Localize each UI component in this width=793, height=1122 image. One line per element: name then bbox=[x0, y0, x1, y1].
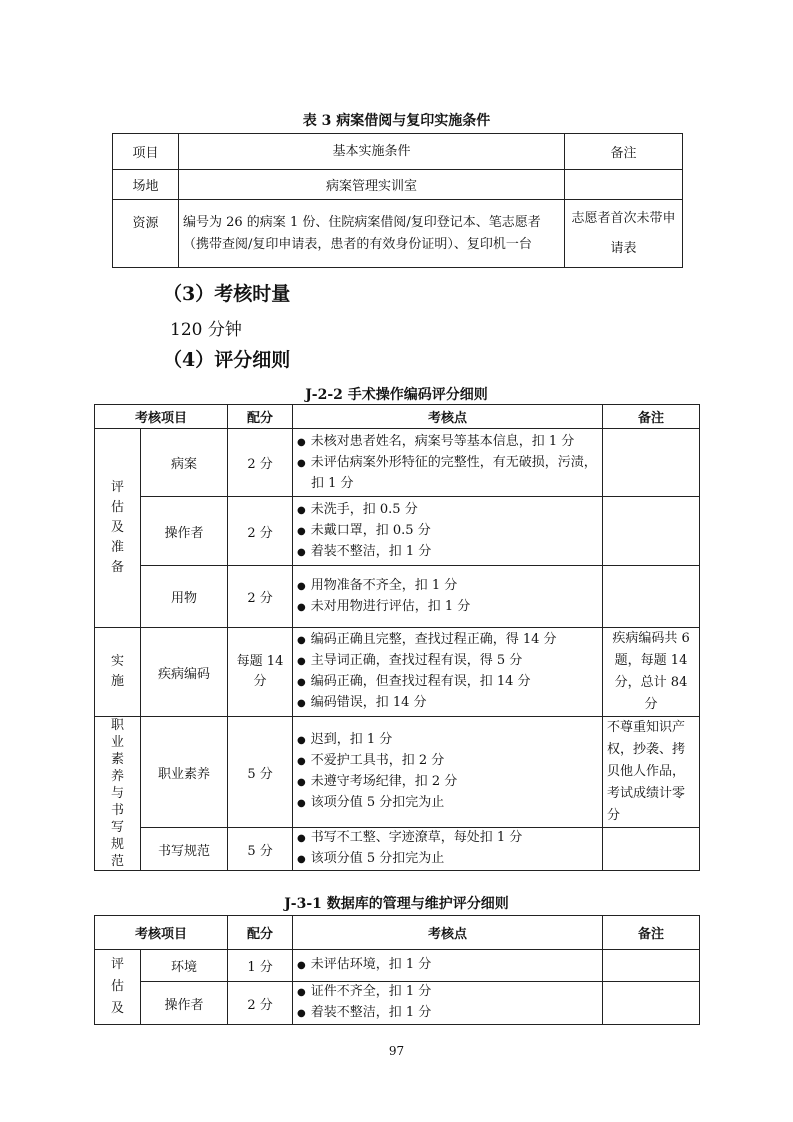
table-row bbox=[95, 916, 700, 950]
table-cell: 操作者 bbox=[141, 497, 228, 566]
table-cell bbox=[293, 566, 603, 628]
table-row bbox=[95, 982, 700, 1025]
table-cell: 环境 bbox=[141, 950, 228, 982]
table-cell: 疾病编码 bbox=[141, 628, 228, 717]
list-item: ● 编码正确且完整，查找过程正确，得 14 分 bbox=[297, 630, 598, 651]
header-cell: 备注 bbox=[603, 405, 700, 429]
header-cell: 考核点 bbox=[293, 916, 603, 950]
tableJ22 bbox=[94, 404, 700, 871]
table-cell: 操作者 bbox=[141, 982, 228, 1025]
list-item: ● 未洗手，扣 0.5 分 bbox=[297, 500, 598, 521]
table-cell bbox=[293, 628, 603, 717]
header-cell: 备注 bbox=[565, 134, 683, 170]
table-row bbox=[95, 717, 700, 828]
list-item: ● 不爱护工具书，扣 2 分 bbox=[297, 751, 598, 772]
list-item: ● 主导词正确，查找过程有误，得 5 分 bbox=[297, 651, 598, 672]
table-cell: 职业素养 bbox=[141, 717, 228, 828]
group-cell: 职业素养与书写规范 bbox=[95, 717, 141, 871]
list-item: ● 未戴口罩，扣 0.5 分 bbox=[297, 521, 598, 542]
section4-heading: （4）评分细则 bbox=[163, 349, 291, 371]
table-cell: 不尊重知识产权，抄袭、拷贝他人作品，考试成绩计零分 bbox=[603, 717, 700, 828]
table3-caption: 表 3 病案借阅与复印实施条件 bbox=[302, 113, 491, 129]
tableJ31 bbox=[94, 915, 700, 1025]
list-item: ● 未核对患者姓名，病案号等基本信息，扣 1 分 bbox=[297, 432, 598, 453]
header-cell: 基本实施条件 bbox=[179, 134, 565, 170]
list-item: ● 未评估病案外形特征的完整性，有无破损，污渍，扣 1 分 bbox=[297, 453, 598, 494]
tableJ22-caption: J-2-2 手术操作编码评分细则 bbox=[305, 387, 488, 403]
table-cell bbox=[603, 982, 700, 1025]
section3-text: 120 分钟 bbox=[170, 320, 242, 340]
table-row bbox=[113, 134, 683, 170]
list-item: ● 书写不工整、字迹潦草，每处扣 1 分 bbox=[297, 828, 598, 849]
table-cell: 书写规范 bbox=[141, 828, 228, 871]
group-cell: 评估及准备 bbox=[95, 429, 141, 628]
list-item: ● 未遵守考场纪律，扣 2 分 bbox=[297, 772, 598, 793]
table-cell bbox=[603, 828, 700, 871]
table-cell bbox=[293, 828, 603, 871]
table-cell: 每题 14 分 bbox=[228, 628, 293, 717]
table-cell: 1 分 bbox=[228, 950, 293, 982]
header-cell: 考核项目 bbox=[95, 405, 228, 429]
table-row bbox=[95, 950, 700, 982]
list-item: ● 用物准备不齐全，扣 1 分 bbox=[297, 576, 598, 597]
section3-heading: （3）考核时量 bbox=[163, 283, 291, 305]
table-row bbox=[113, 170, 683, 200]
list-item: ● 编码正确，但查找过程有误，扣 14 分 bbox=[297, 672, 598, 693]
table-cell: 病案管理实训室 bbox=[179, 170, 565, 200]
table-cell: 5 分 bbox=[228, 717, 293, 828]
list-item: ● 未评估环境，扣 1 分 bbox=[297, 955, 598, 976]
list-item: ● 证件不齐全，扣 1 分 bbox=[297, 982, 598, 1003]
table-cell: 场地 bbox=[113, 170, 179, 200]
list-item: ● 该项分值 5 分扣完为止 bbox=[297, 849, 598, 870]
header-cell: 备注 bbox=[603, 916, 700, 950]
table-row bbox=[113, 200, 683, 268]
table-row bbox=[95, 566, 700, 628]
table-cell: 2 分 bbox=[228, 982, 293, 1025]
table-cell: 疾病编码共 6 题，每题 14 分，总计 84 分 bbox=[603, 628, 700, 717]
table-cell: 2 分 bbox=[228, 566, 293, 628]
header-cell: 项目 bbox=[113, 134, 179, 170]
table-row bbox=[95, 828, 700, 871]
table-cell bbox=[565, 170, 683, 200]
table-cell: 5 分 bbox=[228, 828, 293, 871]
tableJ31-caption: J-3-1 数据库的管理与维护评分细则 bbox=[284, 896, 509, 912]
group-cell: 实施 bbox=[95, 628, 141, 717]
table-cell bbox=[293, 950, 603, 982]
page-number: 97 bbox=[388, 1044, 405, 1058]
table-row bbox=[95, 628, 700, 717]
list-item: ● 着装不整洁，扣 1 分 bbox=[297, 1003, 598, 1024]
list-item: ● 未对用物进行评估，扣 1 分 bbox=[297, 597, 598, 618]
table-cell: 编号为 26 的病案 1 份、住院病案借阅/复印登记本、笔志愿者（携带查阅/复印申请表，患者的有效身份证明）、复印机一台 bbox=[179, 200, 565, 268]
table-cell: 2 分 bbox=[228, 429, 293, 497]
table-cell bbox=[293, 497, 603, 566]
header-cell: 配分 bbox=[228, 405, 293, 429]
list-item: ● 编码错误，扣 14 分 bbox=[297, 693, 598, 714]
header-cell: 考核点 bbox=[293, 405, 603, 429]
table-cell bbox=[293, 429, 603, 497]
table-cell: 2 分 bbox=[228, 497, 293, 566]
table-cell: 用物 bbox=[141, 566, 228, 628]
header-cell: 考核项目 bbox=[95, 916, 228, 950]
table-cell bbox=[603, 950, 700, 982]
group-cell: 评估及 bbox=[95, 950, 141, 1025]
table-row bbox=[95, 405, 700, 429]
table-cell: 资源 bbox=[113, 200, 179, 268]
table-row bbox=[95, 429, 700, 497]
table3 bbox=[112, 133, 683, 268]
table-cell: 志愿者首次未带申请表 bbox=[565, 200, 683, 268]
table-cell bbox=[293, 717, 603, 828]
table-cell: 病案 bbox=[141, 429, 228, 497]
table-cell bbox=[603, 566, 700, 628]
list-item: ● 该项分值 5 分扣完为止 bbox=[297, 793, 598, 814]
table-cell bbox=[293, 982, 603, 1025]
list-item: ● 迟到，扣 1 分 bbox=[297, 730, 598, 751]
table-cell bbox=[603, 429, 700, 497]
table-cell bbox=[603, 497, 700, 566]
table-row bbox=[95, 497, 700, 566]
header-cell: 配分 bbox=[228, 916, 293, 950]
list-item: ● 着装不整洁，扣 1 分 bbox=[297, 542, 598, 563]
